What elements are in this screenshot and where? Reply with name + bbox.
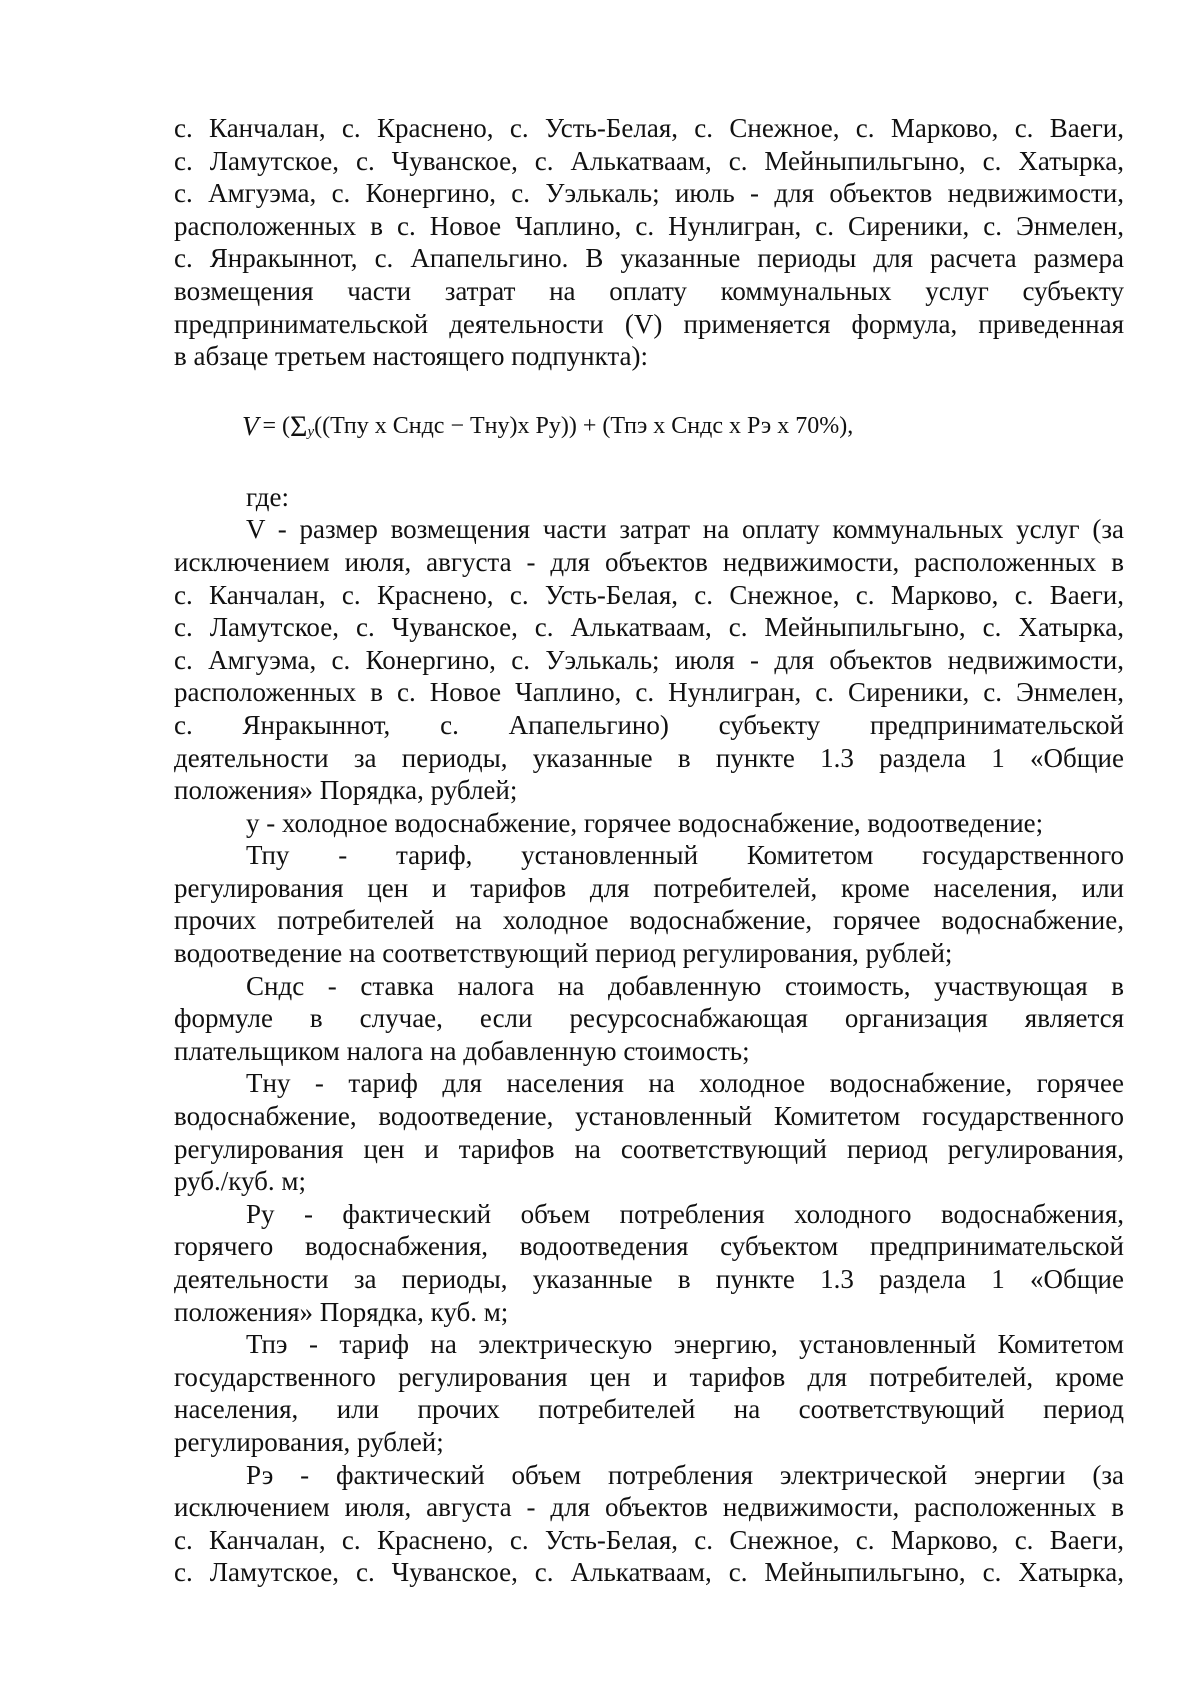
text-line: где: [246, 481, 289, 512]
text-line: положения» Порядка, рублей; [174, 775, 518, 806]
text-line: государственного регулирования цен и тарифов для потребителей, кроме [174, 1361, 1124, 1392]
text-line: положения» Порядка, куб. м; [174, 1296, 509, 1327]
text-line: с. Канчалан, с. Краснено, с. Усть-Белая, с. Снежное, с. Марково, с. Ваеги, [174, 1524, 1124, 1555]
text-line: регулирования цен и тарифов для потребителей, кроме населения, или [174, 872, 1124, 903]
formula-end: ), [839, 413, 854, 440]
formula-sum-subscript: y [307, 424, 315, 441]
text-line: с. Ламутское, с. Чуванское, с. Алькатваам, с. Мейныпильгыно, с. Хатырка, [174, 145, 1124, 176]
text-line: водоснабжение, водоотведение, установленный Комитетом государственного [174, 1101, 1124, 1132]
text-line: с. Канчалан, с. Краснено, с. Усть-Белая, с. Снежное, с. Марково, с. Ваеги, [174, 113, 1124, 143]
text-line: с. Ламутское, с. Чуванское, с. Алькатваам, с. Мейныпильгыно, с. Хатырка, [174, 612, 1124, 643]
text-line: y - холодное водоснабжение, горячее водоснабжение, водоотведение; [246, 807, 1044, 838]
text-line: Сндс - ставка налога на добавленную стоимость, участвующая в [246, 970, 1124, 1001]
text-line: расположенных в с. Новое Чаплино, с. Нунлигран, с. Сиреники, с. Энмелен, [174, 210, 1124, 241]
text-line: с. Амгуэма, с. Конергино, с. Уэлькаль; июль - для объектов недвижимости, [174, 178, 1124, 209]
text-line: Тну - тариф для населения на холодное водоснабжение, горячее [246, 1068, 1124, 1099]
text-line: плательщиком налога на добавленную стоимость; [174, 1035, 750, 1066]
text-line: регулирования, рублей; [174, 1426, 444, 1457]
text-line: прочих потребителей на холодное водоснабжение, горячее водоснабжение, [174, 905, 1124, 936]
formula-water-part: ((Тпу x Сндс − Тну)x Py) [314, 413, 569, 440]
text-line: исключением июля, августа - для объектов недвижимости, расположенных в [174, 546, 1124, 577]
text-line: исключением июля, августа - для объектов недвижимости, расположенных в [174, 1492, 1124, 1523]
text-line: деятельности за периоды, указанные в пункте 1.3 раздела 1 «Общие [174, 1264, 1124, 1294]
text-line: с. Янракыннот, с. Апапельгино. В указанные периоды для расчета размера [174, 243, 1124, 274]
text-line: горячего водоснабжения, водоотведения субъектом предпринимательской [174, 1231, 1124, 1262]
text-line: водоотведение на соответствующий период регулирования, рублей; [174, 938, 953, 969]
text-line: с. Канчалан, с. Краснено, с. Усть-Белая, с. Снежное, с. Марково, с. Ваеги, [174, 579, 1124, 610]
text-line: предпринимательской деятельности (V) применяется формула, приведенная [174, 308, 1124, 339]
document-body [174, 112, 1124, 1589]
text-line: деятельности за периоды, указанные в пункте 1.3 раздела 1 «Общие [174, 742, 1124, 773]
formula [174, 373, 1124, 481]
formula-electric-part: Тпэ x Сндс x Рэ x 70% [610, 413, 840, 440]
text-line: Тпу - тариф, установленный Комитетом государственного [246, 840, 1124, 871]
text-line: Py - фактический объем потребления холодного водоснабжения, [246, 1198, 1124, 1229]
text-line: с. Амгуэма, с. Конергино, с. Уэлькаль; июля - для объектов недвижимости, [174, 644, 1124, 675]
text-line: регулирования цен и тарифов на соответствующий период регулирования, [174, 1133, 1124, 1164]
text-line: с. Янракыннот, с. Апапельгино) субъекту предпринимательской [174, 709, 1124, 740]
text-line: населения, или прочих потребителей на соответствующий период [174, 1394, 1124, 1425]
text-line: возмещения части затрат на оплату коммунальных услуг субъекту [174, 275, 1124, 306]
text-line: Рэ - фактический объем потребления электрической энергии (за [246, 1459, 1124, 1490]
text-line: Тпэ - тариф на электрическую энергию, установленный Комитетом [246, 1329, 1124, 1360]
formula-lhs: V [242, 411, 259, 442]
text-line: V - размер возмещения части затрат на оплату коммунальных услуг (за [246, 514, 1124, 545]
text-line: расположенных в с. Новое Чаплино, с. Нунлигран, с. Сиреники, с. Энмелен, [174, 677, 1124, 708]
formula-plus: ) + ( [568, 413, 611, 440]
formula-eq: = ( [262, 413, 291, 440]
text-line: с. Ламутское, с. Чуванское, с. Алькатваам, с. Мейныпильгыно, с. Хатырка, [174, 1557, 1124, 1588]
text-line: формуле в случае, если ресурсоснабжающая организация является [174, 1003, 1124, 1034]
text-line: в абзаце третьем настоящего подпункта): [174, 341, 648, 372]
text-line: руб./куб. м; [174, 1166, 306, 1197]
formula-sum-symbol: Σ [290, 409, 308, 443]
